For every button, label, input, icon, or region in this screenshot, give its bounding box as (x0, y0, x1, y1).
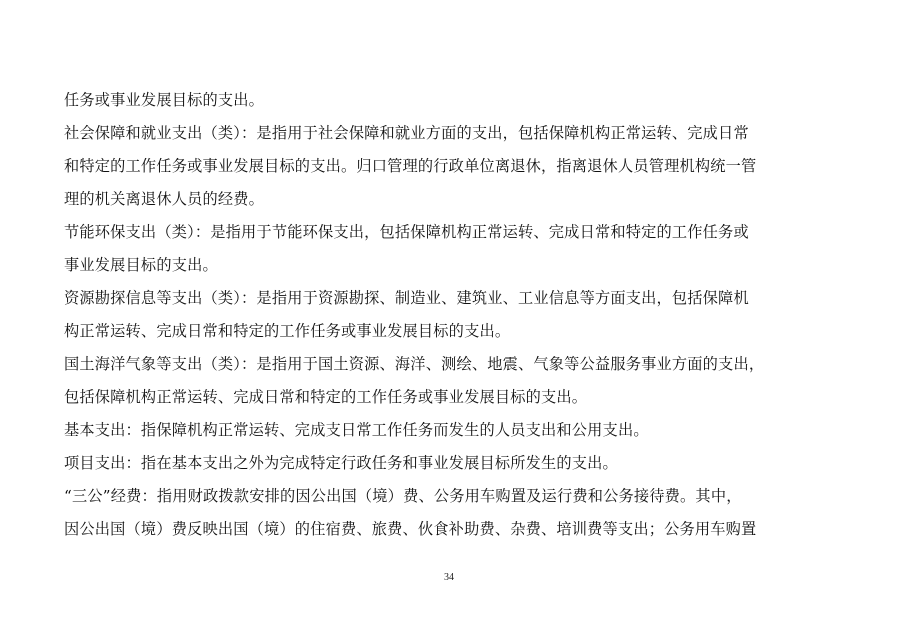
text-line-three-public-2: 因公出国（境）费反映出国（境）的住宿费、旅费、伙食补助费、杂费、培训费等支出；公务用车购置 (64, 520, 757, 538)
text-line-land-ocean-meteorology-2: 包括保障机构正常运转、完成日常和特定的工作任务或事业发展目标的支出。 (64, 388, 588, 406)
page-number: 34 (444, 572, 454, 583)
text-line-project-expenditure: 项目支出：指在基本支出之外为完成特定行政任务和事业发展目标所发生的支出。 (64, 454, 618, 472)
text-line-continuation: 任务或事业发展目标的支出。 (64, 91, 265, 109)
text-line-energy-saving-2: 事业发展目标的支出。 (64, 256, 218, 274)
document-body (64, 84, 834, 546)
text-line-social-security-2: 和特定的工作任务或事业发展目标的支出。归口管理的行政单位离退休，指离退休人员管理机构统一管 (64, 157, 757, 175)
text-line-land-ocean-meteorology-1: 国土海洋气象等支出（类）：是指用于国土资源、海洋、测绘、地震、气象等公益服务事业方面的支出， (64, 355, 765, 373)
text-line-three-public-1: “三公”经费：指用财政拨款安排的因公出国（境）费、公务用车购置及运行费和公务接待费。其中， (64, 487, 742, 505)
text-line-social-security-1: 社会保障和就业支出（类）：是指用于社会保障和就业方面的支出，包括保障机构正常运转、完成日常 (64, 124, 749, 142)
text-line-energy-saving-1: 节能环保支出（类）：是指用于节能环保支出，包括保障机构正常运转、完成日常和特定的工作任务或 (64, 223, 749, 241)
text-line-resource-exploration-2: 构正常运转、完成日常和特定的工作任务或事业发展目标的支出。 (64, 322, 511, 340)
text-line-resource-exploration-1: 资源勘探信息等支出（类）：是指用于资源勘探、制造业、建筑业、工业信息等方面支出，包括保障机 (64, 289, 749, 307)
text-line-social-security-3: 理的机关离退休人员的经费。 (64, 190, 265, 208)
text-line-basic-expenditure: 基本支出：指保障机构正常运转、完成支日常工作任务而发生的人员支出和公用支出。 (64, 421, 649, 439)
